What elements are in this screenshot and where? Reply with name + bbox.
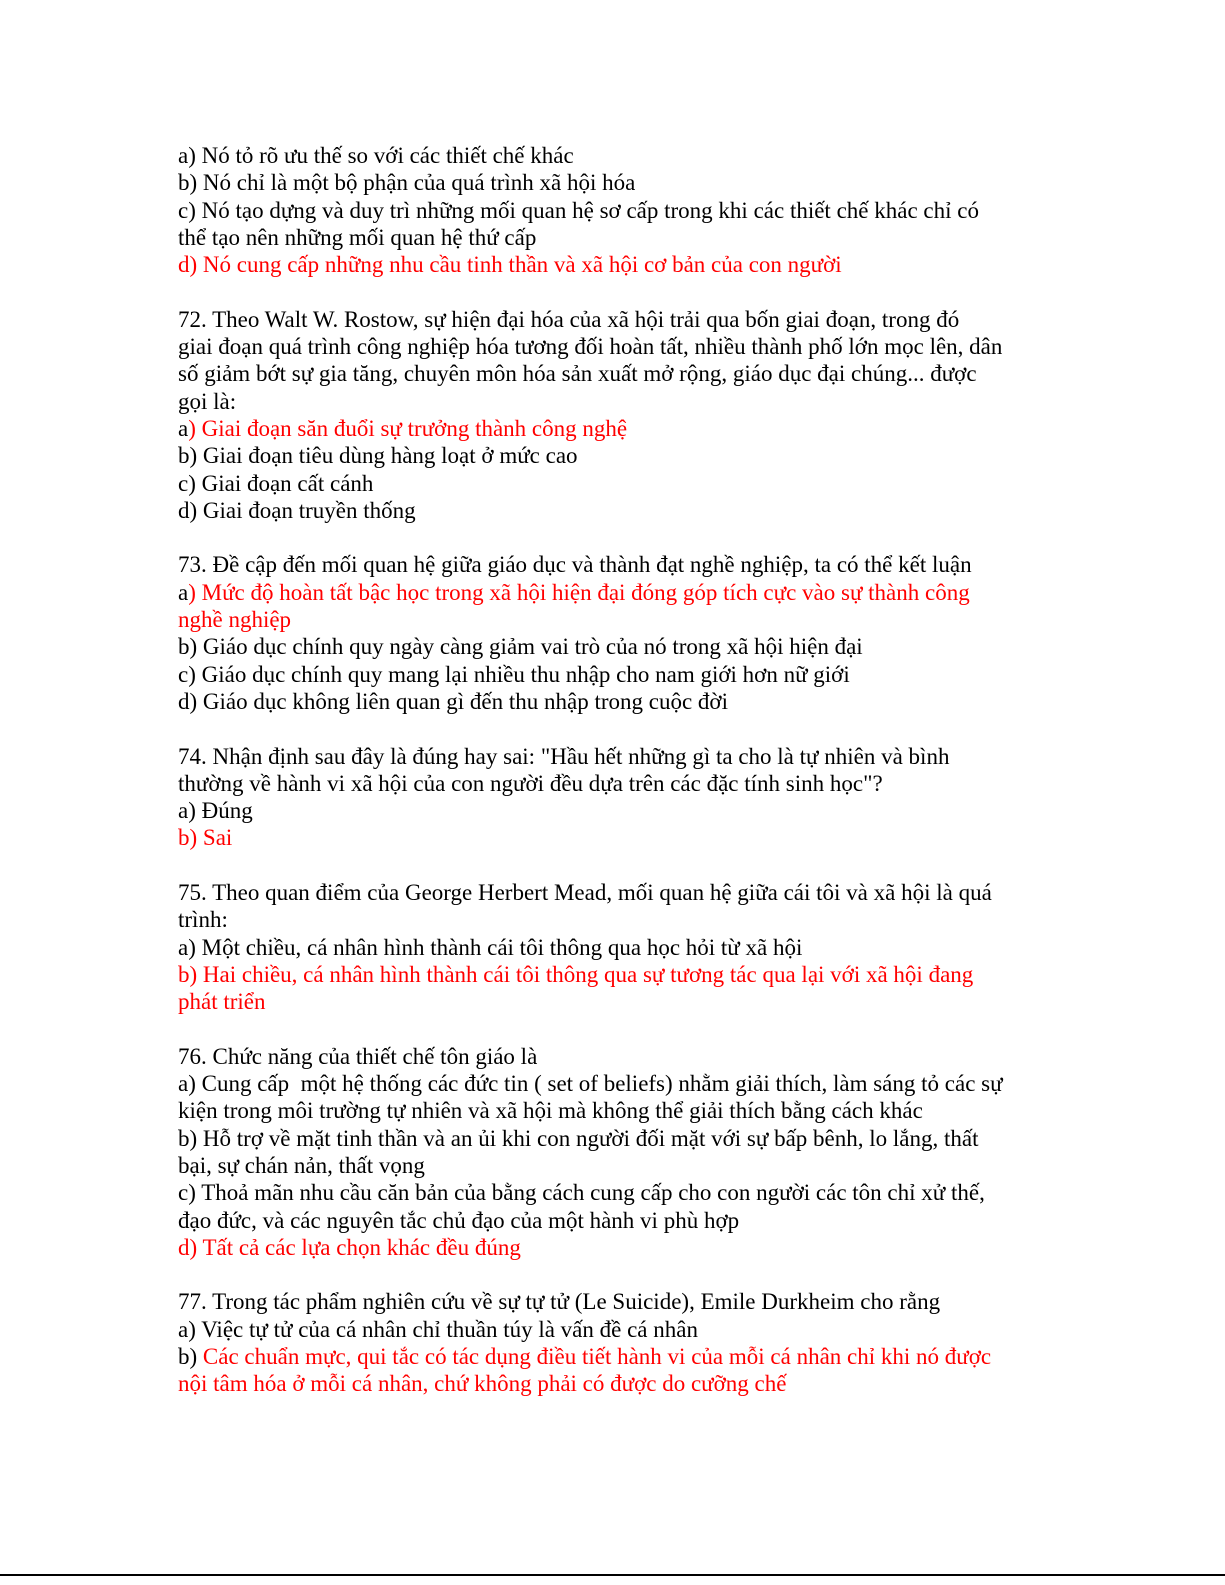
option-72-b: b) Giai đoạn tiêu dùng hàng loạt ở mức cao bbox=[178, 443, 578, 469]
question-77 bbox=[178, 1288, 1048, 1397]
option-74-a: a) Đúng bbox=[178, 798, 253, 824]
spacer bbox=[178, 1261, 1048, 1288]
option-73-d: d) Giáo dục không liên quan gì đến thu nhập trong cuộc đời bbox=[178, 688, 728, 714]
option-72-a-text: ) Giai đoạn săn đuổi sự trưởng thành công nghệ bbox=[188, 415, 628, 441]
option-76-a-line2: kiện trong môi trường tự nhiên và xã hội mà không thể giải thích bằng cách khác bbox=[178, 1098, 923, 1124]
option-72-a-answer bbox=[178, 415, 1048, 442]
option-76-b-line1: b) Hỗ trợ về mặt tinh thần và an ủi khi con người đối mặt với sự bấp bênh, lo lắng, thất bbox=[178, 1125, 979, 1151]
option-76-d-answer: d) Tất cả các lựa chọn khác đều đúng bbox=[178, 1234, 521, 1260]
spacer bbox=[178, 278, 1048, 305]
option-71-b: b) Nó chỉ là một bộ phận của quá trình xã hội hóa bbox=[178, 170, 636, 196]
option-76-c-line1: c) Thoả mãn nhu cầu căn bản của bằng cách cung cấp cho con người các tôn chỉ xử thế, bbox=[178, 1180, 985, 1206]
option-71-c-line1: c) Nó tạo dựng và duy trì những mối quan hệ sơ cấp trong khi các thiết chế khác chỉ có bbox=[178, 197, 979, 223]
option-75-a: a) Một chiều, cá nhân hình thành cái tôi thông qua học hỏi từ xã hội bbox=[178, 934, 803, 960]
option-73-a-answer-line1 bbox=[178, 579, 1048, 606]
question-74-line1: 74. Nhận định sau đây là đúng hay sai: "Hầu hết những gì ta cho là tự nhiên và bình bbox=[178, 743, 950, 769]
option-76-a-line1: a) Cung cấp một hệ thống các đức tin ( set of beliefs) nhằm giải thích, làm sáng tỏ các sự bbox=[178, 1071, 1003, 1097]
option-71-a: a) Nó tỏ rõ ưu thế so với các thiết chế khác bbox=[178, 143, 574, 168]
option-74-b-answer: b) Sai bbox=[178, 825, 233, 851]
document-page bbox=[178, 142, 1048, 1398]
spacer bbox=[178, 852, 1048, 879]
question-73-text: 73. Đề cập đến mối quan hệ giữa giáo dục và thành đạt nghề nghiệp, ta có thể kết luận bbox=[178, 552, 972, 578]
question-72-line4: gọi là: bbox=[178, 388, 237, 414]
option-72-a-prefix: a bbox=[178, 415, 189, 441]
spacer bbox=[178, 524, 1048, 551]
question-72-line2: giai đoạn quá trình công nghiệp hóa tương đối hoàn tất, nhiều thành phố lớn mọc lên, dân bbox=[178, 334, 1003, 360]
option-73-a-answer-line2: nghề nghiệp bbox=[178, 607, 292, 633]
option-76-b-line2: bại, sự chán nản, thất vọng bbox=[178, 1152, 425, 1178]
question-75-line2: trình: bbox=[178, 907, 228, 933]
option-71-d-answer: d) Nó cung cấp những nhu cầu tinh thần và xã hội cơ bản của con người bbox=[178, 252, 842, 278]
option-77-b-answer-line2: nội tâm hóa ở mỗi cá nhân, chứ không phải có được do cưỡng chế bbox=[178, 1371, 787, 1397]
option-75-b-answer-line1: b) Hai chiều, cá nhân hình thành cái tôi thông qua sự tương tác qua lại với xã hội đang bbox=[178, 961, 974, 987]
spacer bbox=[178, 1016, 1048, 1043]
question-75 bbox=[178, 879, 1048, 1015]
option-75-b-answer-line2: phát triển bbox=[178, 989, 266, 1015]
question-75-line1: 75. Theo quan điểm của George Herbert Mead, mối quan hệ giữa cái tôi và xã hội là quá bbox=[178, 880, 992, 906]
option-73-a-text: ) Mức độ hoàn tất bậc học trong xã hội hiện đại đóng góp tích cực vào sự thành công bbox=[188, 579, 970, 605]
option-73-c: c) Giáo dục chính quy mang lại nhiều thu nhập cho nam giới hơn nữ giới bbox=[178, 661, 850, 687]
question-73 bbox=[178, 551, 1048, 715]
question-72 bbox=[178, 306, 1048, 524]
option-72-d: d) Giai đoạn truyền thống bbox=[178, 497, 416, 523]
option-76-c-line2: đạo đức, và các nguyên tắc chủ đạo của một hành vi phù hợp bbox=[178, 1207, 740, 1233]
question-72-line3: số giảm bớt sự gia tăng, chuyên môn hóa sản xuất mở rộng, giáo dục đại chúng... được bbox=[178, 361, 977, 387]
option-73-b: b) Giáo dục chính quy ngày càng giảm vai trò của nó trong xã hội hiện đại bbox=[178, 634, 863, 660]
option-73-a-prefix: a bbox=[178, 579, 189, 605]
bottom-border bbox=[0, 1574, 1225, 1576]
question-72-line1: 72. Theo Walt W. Rostow, sự hiện đại hóa của xã hội trải qua bốn giai đoạn, trong đó bbox=[178, 306, 960, 332]
question-74 bbox=[178, 743, 1048, 852]
option-77-b-prefix: b) bbox=[178, 1344, 203, 1370]
option-71-c-line2: thể tạo nên những mối quan hệ thứ cấp bbox=[178, 224, 537, 250]
option-77-b-text: Các chuẩn mực, qui tắc có tác dụng điều tiết hành vi của mỗi cá nhân chỉ khi nó được bbox=[202, 1344, 992, 1370]
question-71-options bbox=[178, 142, 1048, 278]
option-77-a: a) Việc tự tử của cá nhân chỉ thuần túy là vấn đề cá nhân bbox=[178, 1316, 698, 1342]
option-77-b-answer-line1 bbox=[178, 1343, 1048, 1370]
spacer bbox=[178, 715, 1048, 742]
question-76 bbox=[178, 1043, 1048, 1261]
question-74-line2: thường về hành vi xã hội của con người đều dựa trên các đặc tính sinh học"? bbox=[178, 770, 883, 796]
option-72-c: c) Giai đoạn cất cánh bbox=[178, 470, 374, 496]
question-76-text: 76. Chức năng của thiết chế tôn giáo là bbox=[178, 1043, 538, 1069]
question-77-text: 77. Trong tác phẩm nghiên cứu về sự tự tử (Le Suicide), Emile Durkheim cho rằng bbox=[178, 1289, 941, 1315]
